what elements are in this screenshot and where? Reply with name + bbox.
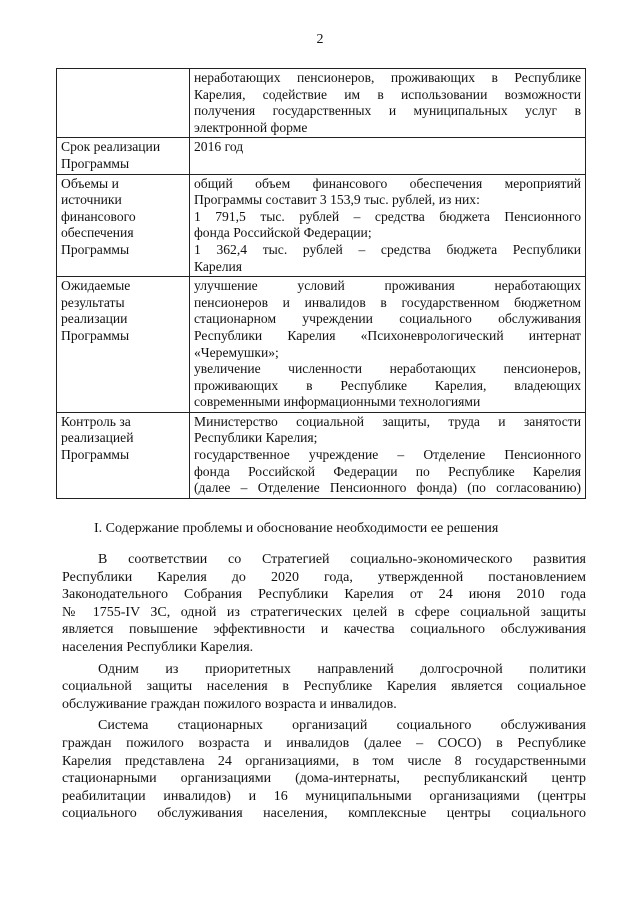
text-line: Программы (61, 155, 130, 171)
text-line: населения Республики Карелия. (62, 639, 254, 655)
table-row-control (57, 412, 586, 498)
text-line: (далее – Отделение Пенсионного фонда) (по согласованию) (194, 480, 581, 496)
table-row-continuation (57, 69, 586, 138)
text-line: реализации (61, 311, 128, 327)
text-line: Система стационарных организаций социального обслуживания (98, 718, 586, 734)
text-line: № 1755-IV ЗС, одной из стратегических целей в сфере социальной защиты (62, 604, 586, 620)
text-line: Программы составит 3 153,9 тыс. рублей, из них: (194, 192, 480, 208)
text-line: обслуживание граждан пожилого возраста и инвалидов. (62, 696, 397, 712)
text-line: фонда Российской Федерации; (194, 225, 372, 241)
text-line: социального обслуживания населения, комплексные центры социального (62, 806, 586, 822)
text-line: Объемы и (61, 175, 119, 191)
text-line: улучшение условий проживания неработающих (194, 278, 581, 294)
text-line: социальной защиты населения в Республике Карелия является социальное (62, 679, 586, 695)
text-line: Программы (61, 447, 130, 463)
text-line: Контроль за (61, 413, 131, 429)
paragraph (62, 661, 586, 714)
text-line: проживающих в Республике Карелия, владеющих (194, 377, 581, 393)
text-line: Карелия (194, 258, 243, 274)
text-line: Программы (61, 241, 130, 257)
text-line: граждан пожилого возраста и инвалидов (далее – СОСО) в Республике (62, 735, 586, 751)
text-line: неработающих пенсионеров, проживающих в Республике (194, 70, 581, 85)
text-line: фонда Российской Федерации по Республике Карелия (194, 463, 581, 479)
text-line: источники (61, 192, 122, 208)
text-line: стационарном учреждении социального обслуживания (194, 311, 581, 327)
row-label (57, 69, 190, 138)
row-value (190, 174, 586, 277)
page-number: 2 (316, 32, 324, 47)
row-value (190, 277, 586, 413)
text-line: финансового (61, 208, 136, 224)
row-value (190, 138, 586, 174)
program-passport-table (56, 68, 586, 499)
text-line: пенсионеров и инвалидов в государственном бюджетном (194, 294, 581, 310)
body-text (62, 551, 586, 827)
text-line: реализацией (61, 430, 134, 446)
text-line: Ожидаемые (61, 278, 131, 294)
table-row-funding (57, 174, 586, 277)
text-line: общий объем финансового обеспечения мероприятий (194, 175, 581, 191)
text-line: получения государственных и муниципальных услуг в (194, 103, 581, 119)
text-line: государственное учреждение – Отделение Пенсионного (194, 447, 581, 463)
text-line: Республики Карелия; (194, 430, 318, 446)
text-line: является повышение эффективности и качества социального обслуживания (62, 622, 586, 638)
paragraph (62, 717, 586, 823)
section-heading: I. Содержание проблемы и обоснование необходимости ее решения (94, 521, 499, 536)
text-line: обеспечения (61, 225, 134, 241)
text-line: «Черемушки»; (194, 344, 279, 360)
paragraph (62, 551, 586, 657)
text-line: Законодательного Собрания Республики Карелия от 24 июня 2010 года (62, 587, 586, 603)
text-line: Республики Карелия «Психоневрологический интернат (194, 327, 581, 343)
text-line: Министерство социальной защиты, труда и занятости (194, 413, 581, 429)
text-line: современными информационными технологиями (194, 394, 481, 410)
text-line: Одним из приоритетных направлений долгосрочной политики (98, 661, 586, 677)
row-label (57, 174, 190, 277)
row-label (57, 138, 190, 174)
text-line: 1 791,5 тыс. рублей – средства бюджета Пенсионного (194, 208, 581, 224)
text-line: результаты (61, 294, 125, 310)
row-value (190, 412, 586, 498)
table-row-period (57, 138, 586, 174)
table-row-expected-results (57, 277, 586, 413)
row-label (57, 277, 190, 413)
text-line: 2016 год (194, 139, 244, 155)
text-line: реабилитации инвалидов) и 16 муниципальными организациями (центры (62, 788, 586, 804)
text-line: Карелия, содействие им в использовании возможности (194, 86, 581, 102)
text-line: стационарными организациями (дома-интернаты, республиканский центр (62, 771, 586, 787)
text-line: Программы (61, 327, 130, 343)
text-line: 1 362,4 тыс. рублей – средства бюджета Республики (194, 241, 581, 257)
text-line: Республики Карелия до 2020 года, утвержденной постановлением (62, 569, 586, 585)
text-line: Карелия представлена 24 организациями, в том числе 8 государственными (62, 753, 586, 769)
row-label (57, 412, 190, 498)
text-line: увеличение численности неработающих пенсионеров, (194, 361, 581, 377)
text-line: В соответствии со Стратегией социально-экономического развития (98, 552, 586, 567)
text-line: электронной форме (194, 119, 308, 135)
text-line: Срок реализации (61, 139, 161, 155)
row-value (190, 69, 586, 138)
